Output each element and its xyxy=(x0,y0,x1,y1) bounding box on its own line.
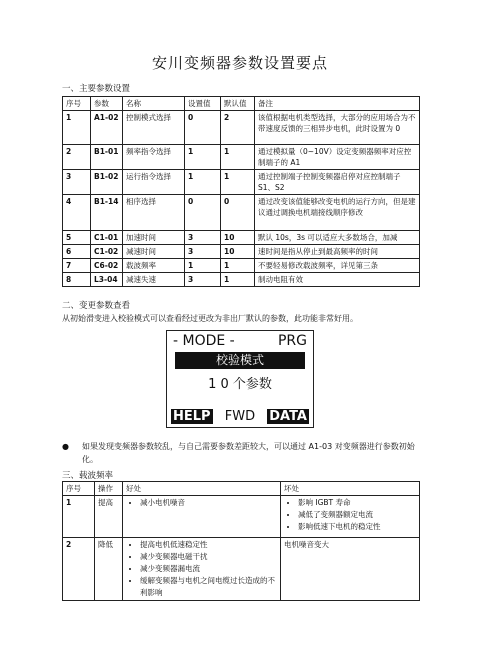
cell: 3 xyxy=(63,170,91,195)
table-row xyxy=(63,538,420,601)
cell: 电机噪音变大 xyxy=(281,538,420,601)
carrier-table xyxy=(62,481,420,601)
cell: 6 xyxy=(63,245,91,259)
cell: 2 xyxy=(221,111,255,145)
cell: 1 xyxy=(185,145,221,170)
list-item: • 减小电机噪音 xyxy=(140,497,277,509)
header-cell: 坏处 xyxy=(281,482,420,496)
lcd-highlight: 校验模式 xyxy=(175,352,305,369)
table-row xyxy=(63,496,420,538)
cell: 4 xyxy=(63,195,91,231)
table-row xyxy=(63,245,420,259)
params-table xyxy=(62,96,420,287)
cell: 1 xyxy=(221,170,255,195)
table-row xyxy=(63,145,420,170)
cell xyxy=(281,496,420,538)
cell: 减速时间 xyxy=(123,245,185,259)
cell: 提高 xyxy=(95,496,123,538)
section2-text: 从初始滑变进入校验模式可以查看经过更改为非出厂默认的参数，此功能非常好用。 xyxy=(62,314,358,323)
cell: 1 xyxy=(221,273,255,287)
cell: 2 xyxy=(63,538,95,601)
cell: 2 xyxy=(63,145,91,170)
header-cell: 备注 xyxy=(255,97,420,111)
header-cell: 名称 xyxy=(123,97,185,111)
cell xyxy=(123,496,281,538)
cell: 5 xyxy=(63,231,91,245)
cell: 通过控制端子控制变频器启停对应控制端子 S1、S2 xyxy=(255,170,420,195)
pros-list xyxy=(126,497,277,509)
cell: 7 xyxy=(63,259,91,273)
lcd-count-number: 1 0 xyxy=(208,377,229,392)
cell: 0 xyxy=(185,195,221,231)
table-row xyxy=(63,231,420,245)
cell: B1-01 xyxy=(91,145,123,170)
table-row xyxy=(63,170,420,195)
header-cell: 参数 xyxy=(91,97,123,111)
table-header-row xyxy=(63,482,420,496)
lcd-mode-label: - MODE - xyxy=(173,333,235,349)
section-changed-params: 二、变更参数查看 xyxy=(62,301,131,311)
table-row xyxy=(63,273,420,287)
header-cell: 序号 xyxy=(63,97,91,111)
lcd-mode-row xyxy=(173,333,307,349)
cell: 通过改变该值能够改变电机的运行方向，但是建议通过调换电机端接线顺序修改 xyxy=(255,195,420,231)
cell: 10 xyxy=(221,231,255,245)
table-header-row xyxy=(63,97,420,111)
cell: 1 xyxy=(63,111,91,145)
init-note-text: 如果发现变频器参数较乱，与自己需要参数差距较大，可以通过 A1-03 对变频器进行参数初始化。 xyxy=(82,442,415,464)
header-cell: 操作 xyxy=(95,482,123,496)
cell: 载波频率 xyxy=(123,259,185,273)
cell: A1-02 xyxy=(91,111,123,145)
header-cell: 好处 xyxy=(123,482,281,496)
cell: 1 xyxy=(221,145,255,170)
cell: 速时间是指从停止到最高频率的时间 xyxy=(255,245,420,259)
cell: 0 xyxy=(221,195,255,231)
cell: 0 xyxy=(185,111,221,145)
cell: 1 xyxy=(63,496,95,538)
cell: 8 xyxy=(63,273,91,287)
cell: 该值根据电机类型选择，大部分的应用场合为不带速度反馈的三相异步电机，此时设置为 0 xyxy=(255,111,420,145)
cell: C1-01 xyxy=(91,231,123,245)
lcd-count-label: 个参数 xyxy=(232,377,272,392)
lcd-data-key: DATA xyxy=(269,409,307,424)
cell: B1-14 xyxy=(91,195,123,231)
list-item: • 减少变频器电磁干扰 xyxy=(140,551,277,563)
cell: 通过模拟量（0~10V）设定变频器频率对应控制端子的 A1 xyxy=(255,145,420,170)
cell: 3 xyxy=(185,273,221,287)
pros-list xyxy=(126,539,277,599)
list-item: • 缓解变频器与电机之间电缆过长造成的不利影响 xyxy=(140,575,277,599)
cell: 相序选择 xyxy=(123,195,185,231)
table-row xyxy=(63,195,420,231)
list-item: • 影响 IGBT 寿命 xyxy=(298,497,416,509)
lcd-help-key: HELP xyxy=(173,409,211,424)
lcd-count-row xyxy=(167,373,313,392)
cell: 降低 xyxy=(95,538,123,601)
header-cell: 默认值 xyxy=(221,97,255,111)
list-item: • 提高电机低速稳定性 xyxy=(140,539,277,551)
lcd-prg-label: PRG xyxy=(277,333,307,349)
cell: 控制模式选择 xyxy=(123,111,185,145)
page-title: 安川变频器参数设置要点 xyxy=(151,54,328,72)
header-cell: 设置值 xyxy=(185,97,221,111)
cell: 减速失速 xyxy=(123,273,185,287)
cell: 10 xyxy=(221,245,255,259)
list-item: • 减低了变频器额定电流 xyxy=(298,509,416,521)
init-note xyxy=(62,440,422,466)
header-cell: 序号 xyxy=(63,482,95,496)
cell: 默认 10s，3s 可以适应大多数场合，加减 xyxy=(255,231,420,245)
cell: 加速时间 xyxy=(123,231,185,245)
cell: 1 xyxy=(221,259,255,273)
cell xyxy=(123,538,281,601)
list-item: • 减少变频器漏电流 xyxy=(140,563,277,575)
cell: 1 xyxy=(185,170,221,195)
cell: C6-02 xyxy=(91,259,123,273)
bullet-icon: ● xyxy=(62,442,69,451)
cell: 运行指令选择 xyxy=(123,170,185,195)
cell: 3 xyxy=(185,245,221,259)
table-row xyxy=(63,111,420,145)
cell: 1 xyxy=(185,259,221,273)
cell: L3-04 xyxy=(91,273,123,287)
section-main-params: 一、主要参数设置 xyxy=(62,84,131,94)
section-carrier-freq: 三、载波频率 xyxy=(62,471,114,481)
cons-list xyxy=(284,497,416,533)
cell: C1-02 xyxy=(91,245,123,259)
lcd-display xyxy=(166,330,314,428)
table-row xyxy=(63,259,420,273)
list-item: • 影响低速下电机的稳定性 xyxy=(298,521,416,533)
lcd-key-row xyxy=(171,409,309,424)
cell: 不要轻易修改载波频率，详见第三条 xyxy=(255,259,420,273)
lcd-fwd-label: FWD xyxy=(224,409,256,424)
cell: 频率指令选择 xyxy=(123,145,185,170)
cell: B1-02 xyxy=(91,170,123,195)
cell: 制动电阻有效 xyxy=(255,273,420,287)
cell: 3 xyxy=(185,231,221,245)
